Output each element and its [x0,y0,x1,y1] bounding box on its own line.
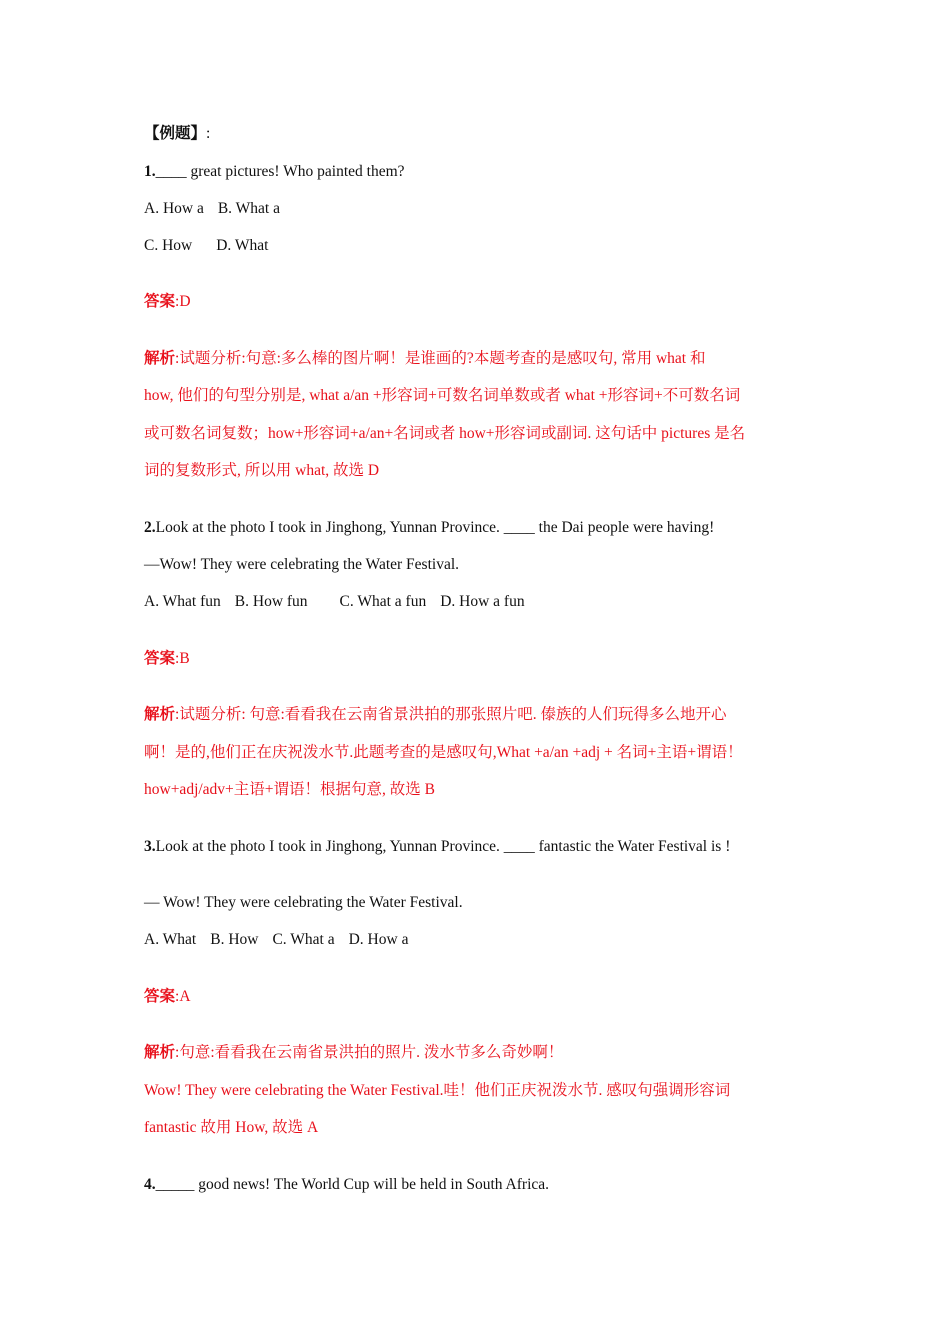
question-2-option-b: B. How fun [234,593,308,610]
analysis-text: :句意:看看我在云南省景洪拍的照片. 泼水节多么奇妙啊！ [175,1044,564,1061]
question-4-number: 4. [144,1176,156,1193]
question-2-option-d: D. How a fun [440,593,525,610]
question-1-stem [144,161,804,183]
question-1-number: 1. [144,163,156,180]
answer-value: :B [175,650,190,667]
answer-value: :D [175,293,191,310]
question-3-number: 3. [144,838,156,855]
question-1-answer [144,291,804,313]
question-3-stem [144,836,804,858]
question-2-option-a: A. What fun [144,593,221,610]
answer-label: 答案 [144,293,176,310]
answer-value: :A [175,988,191,1005]
section-header-label: 【例题】 [144,125,207,142]
analysis-text: :试题分析:句意:多么棒的图片啊！是谁画的?本题考查的是感叹句, 常用 what 和 [175,350,706,367]
question-3-option-c: C. What a [272,931,335,948]
analysis-label: 解析 [144,706,176,723]
question-2-reply: —Wow! They were celebrating the Water Festival. [144,556,460,573]
question-4-text: _____ good news! The World Cup will be held in South Africa. [155,1176,550,1193]
answer-label: 答案 [144,650,176,667]
analysis-label: 解析 [144,1044,176,1061]
question-3-text: Look at the photo I took in Jinghong, Yunnan Province. ____ fantastic the Water Festival is ! [155,838,731,855]
question-3-analysis-line-1 [144,1042,804,1064]
question-1-option-c: C. How [144,237,193,254]
analysis-label: 解析 [144,350,176,367]
question-3-answer [144,986,804,1008]
question-1-analysis-line-4: 词的复数形式, 所以用 what, 故选 D [144,462,380,479]
question-2-number: 2. [144,519,156,536]
question-1-analysis-line-1 [144,348,804,370]
question-3-analysis-line-2: Wow! They were celebrating the Water Festival.哇！他们正庆祝泼水节. 感叹句强调形容词 [144,1082,731,1099]
question-4-stem [144,1174,804,1196]
question-2-analysis-line-1 [144,704,804,726]
section-header [144,123,804,145]
question-1-analysis-line-2: how, 他们的句型分别是, what a/an +形容词+可数名词单数或者 what +形容词+不可数名词 [144,387,741,404]
question-3-reply: — Wow! They were celebrating the Water Festival. [144,894,463,911]
question-2-stem [144,517,804,539]
question-1-option-d: D. What [216,237,269,254]
question-1-option-a: A. How a [144,200,204,217]
question-2-answer [144,648,804,670]
question-2-options [144,591,804,613]
question-1-text: ____ great pictures! Who painted them? [155,163,405,180]
section-header-colon: : [206,125,211,142]
answer-label: 答案 [144,988,176,1005]
question-3-options [144,929,804,951]
question-1-option-b: B. What a [217,200,280,217]
question-2-analysis-line-2: 啊！是的,他们正在庆祝泼水节.此题考查的是感叹句,What +a/an +adj + 名词+主语+谓语！ [144,744,743,761]
question-2-analysis-line-3: how+adj/adv+主语+谓语！根据句意, 故选 B [144,781,436,798]
question-3-option-a: A. What [144,931,197,948]
question-1-options-row-1 [144,198,804,220]
question-3-analysis-line-3: fantastic 故用 How, 故选 A [144,1119,319,1136]
question-3-option-d: D. How a [348,931,409,948]
question-1-options-row-2 [144,235,804,257]
question-1-analysis-line-3: 或可数名词复数；how+形容词+a/an+名词或者 how+形容词或副词. 这句话中 pictures 是名 [144,425,746,442]
analysis-text: :试题分析: 句意:看看我在云南省景洪拍的那张照片吧. 傣族的人们玩得多么地开心 [175,706,727,723]
question-2-option-c: C. What a fun [339,593,427,610]
question-3-option-b: B. How [210,931,259,948]
question-2-text: Look at the photo I took in Jinghong, Yunnan Province. ____ the Dai people were having! [155,519,715,536]
